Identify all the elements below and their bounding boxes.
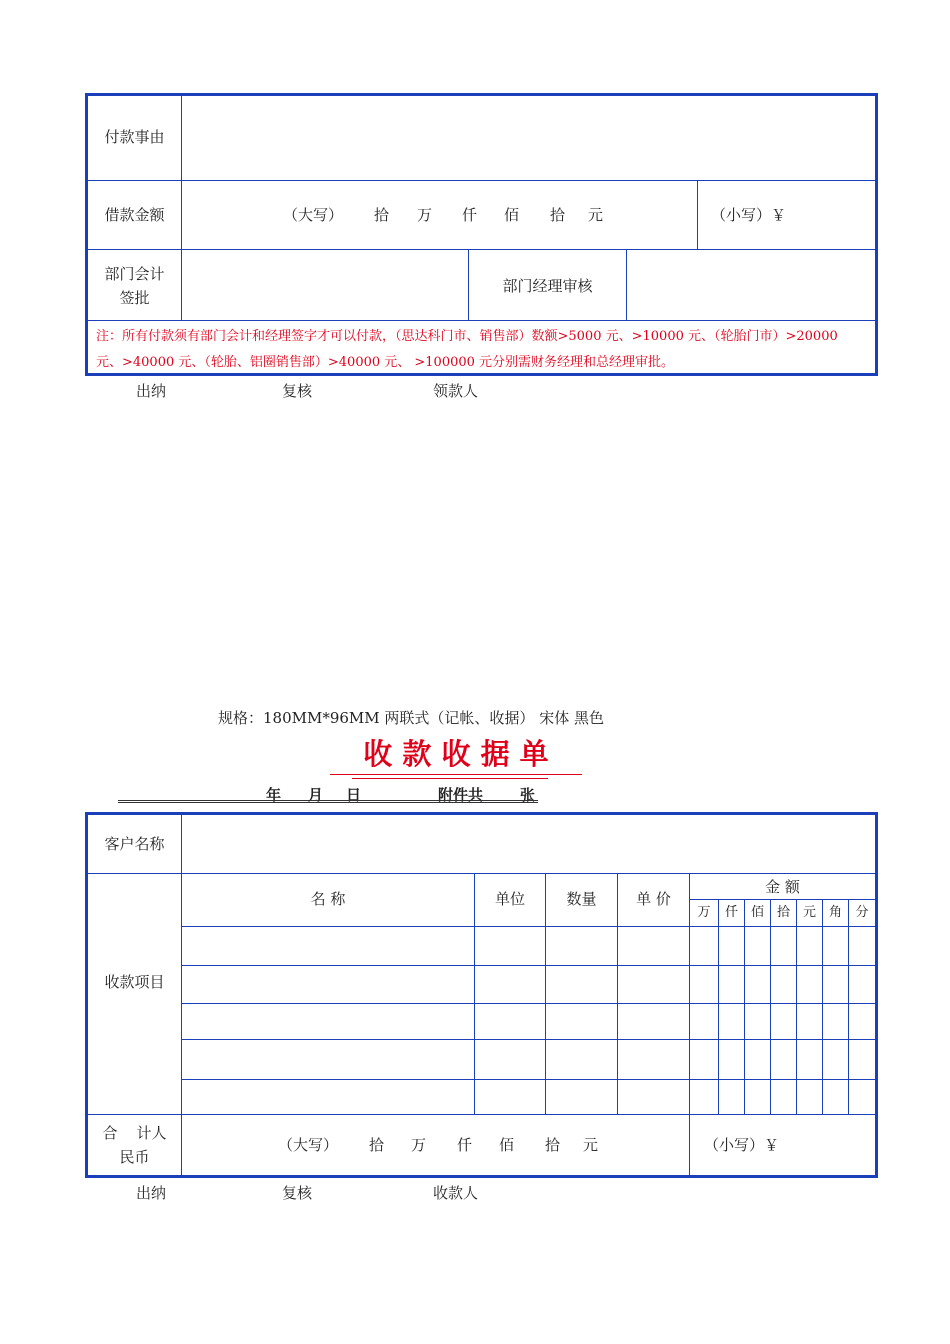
form1-divider [88, 180, 875, 181]
digit-bai: 佰 [750, 905, 764, 920]
receipt-divider [718, 899, 719, 1114]
date-day: 日 [346, 786, 362, 804]
item-row[interactable] [183, 1041, 473, 1078]
form1-divider [626, 249, 627, 320]
reason-field[interactable] [183, 97, 873, 178]
dept-accountant-label-line1: 部门会计 [104, 265, 165, 283]
approval-note-line2: 元、>40000 元、（轮胎、铝圈销售部）>40000 元、 >100000 元分别需财务经理和总经理审批。 [96, 355, 675, 370]
reason-label: 付款事由 [104, 128, 165, 146]
digit-qian: 仟 [724, 905, 738, 920]
receipt-divider [848, 899, 849, 1114]
total-label-line1: 合 计人 [102, 1124, 167, 1142]
form1-divider [88, 249, 875, 250]
small-amount-label: （小写）￥ [711, 206, 787, 224]
digit-shi: 拾 [776, 905, 790, 920]
digit-jiao: 角 [828, 905, 842, 920]
date-month: 月 [308, 786, 324, 804]
col-header-price: 单 价 [636, 890, 671, 908]
receipt-reviewer-label: 复核 [282, 1184, 313, 1202]
capital-amount-field[interactable] [183, 182, 695, 248]
reviewer-label: 复核 [282, 382, 313, 400]
unit-shi: 拾 [374, 206, 390, 224]
cashier-label: 出纳 [136, 382, 167, 400]
receipt-divider [88, 873, 875, 874]
receipt-divider [796, 899, 797, 1114]
col-header-qty: 数量 [566, 890, 597, 908]
total-unit-yuan: 元 [583, 1136, 599, 1154]
digit-fen: 分 [855, 905, 869, 920]
total-small-label: （小写）￥ [704, 1136, 780, 1154]
date-underline [118, 800, 538, 801]
attachment-label: 附件共 [438, 786, 484, 804]
unit-qian: 仟 [462, 206, 478, 224]
dept-manager-field[interactable] [628, 251, 874, 319]
col-header-name: 名 称 [310, 890, 346, 908]
unit-bai: 佰 [504, 206, 520, 224]
approval-note [96, 324, 874, 376]
total-unit-wan: 万 [411, 1136, 427, 1154]
form1-divider [181, 96, 182, 320]
title-underline [352, 778, 548, 779]
receipt-divider [822, 899, 823, 1114]
total-capital-prefix: （大写） [278, 1136, 339, 1154]
dept-accountant-label-line2: 签批 [119, 289, 150, 307]
recipient-label: 领款人 [433, 382, 479, 400]
item-row[interactable] [183, 928, 473, 964]
spec-text: 规格：180MM*96MM 两联式（记帐、收据） 宋体 黑色 [218, 709, 604, 727]
receipt-cashier-label: 出纳 [136, 1184, 167, 1202]
col-header-amount: 金 额 [765, 878, 800, 896]
item-row[interactable] [183, 1081, 473, 1113]
capital-prefix: （大写） [283, 206, 344, 224]
attachment-unit: 张 [520, 786, 536, 804]
receipt-payee-label: 收款人 [433, 1184, 479, 1202]
items-label: 收款项目 [104, 973, 165, 991]
receipt-divider [770, 899, 771, 1114]
small-amount-field[interactable] [790, 182, 874, 248]
unit-yuan: 元 [588, 206, 604, 224]
total-unit-shi: 拾 [369, 1136, 385, 1154]
approval-note-line1: 注：所有付款须有部门会计和经理签字才可以付款，（思达科门市、销售部）数额>5000 元、>10000 元、（轮胎门市）>20000 [96, 329, 838, 344]
unit-shi-2: 拾 [550, 206, 566, 224]
unit-wan: 万 [417, 206, 433, 224]
dept-accountant-field[interactable] [183, 251, 467, 319]
total-label-line2: 民币 [119, 1148, 150, 1166]
total-unit-shi-2: 拾 [545, 1136, 561, 1154]
digit-yuan: 元 [802, 905, 816, 920]
customer-label: 客户名称 [104, 835, 165, 853]
amount-label: 借款金额 [104, 206, 165, 224]
receipt-divider [88, 1114, 875, 1115]
col-header-unit: 单位 [494, 890, 525, 908]
digit-wan: 万 [697, 905, 711, 920]
receipt-divider [181, 815, 182, 1175]
date-underline [118, 802, 538, 803]
receipt-divider [744, 899, 745, 1114]
total-unit-qian: 仟 [457, 1136, 473, 1154]
date-year: 年 [266, 786, 282, 804]
item-row[interactable] [183, 967, 473, 1002]
form1-divider [88, 320, 875, 321]
total-small-field[interactable] [783, 1116, 874, 1174]
dept-accountant-label [88, 262, 181, 310]
form1-divider [697, 180, 698, 249]
dept-manager-label: 部门经理审核 [502, 277, 593, 295]
item-row[interactable] [183, 1005, 473, 1038]
total-capital-field[interactable] [183, 1116, 688, 1174]
customer-field[interactable] [183, 816, 874, 872]
total-unit-bai: 佰 [499, 1136, 515, 1154]
receipt-title: 收 款 收 据 单 [330, 734, 582, 775]
total-label [88, 1121, 181, 1169]
